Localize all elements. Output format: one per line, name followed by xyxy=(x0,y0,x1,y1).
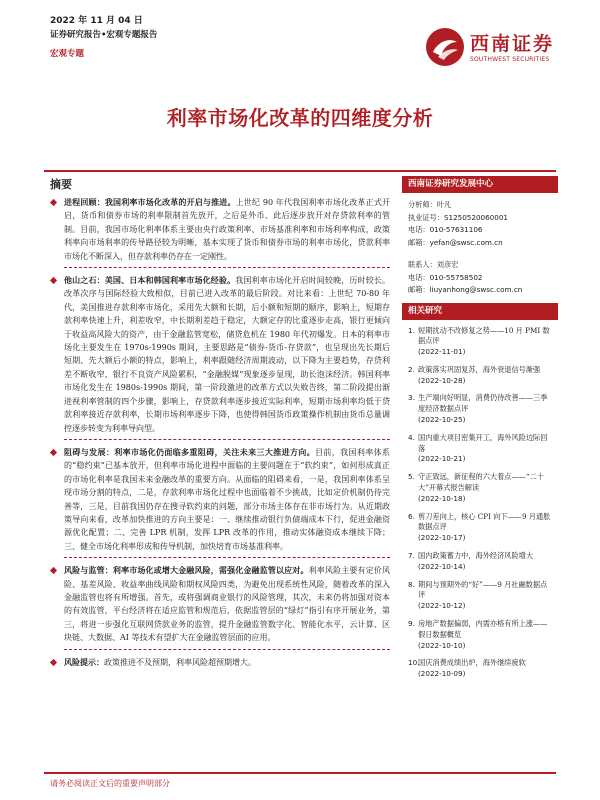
dashed-divider xyxy=(64,649,390,650)
paragraph-lead: 风险与监管：利率市场化或增大金融风险，需强化金融监管以应对。 xyxy=(64,565,309,576)
phone-label: 电话： xyxy=(408,225,430,234)
report-topic: 宏观专题 xyxy=(50,49,85,59)
related-research-item[interactable] xyxy=(408,580,554,612)
related-research-item[interactable] xyxy=(408,326,554,358)
item-date: (2022-11-01) xyxy=(418,347,466,357)
paragraph-text: 目前，我国利率体系的“稳约束”已基本放开，但利率市场化进程中面临的主要问题在于“软约束”，如何形成真正的市场化利率是我国未来金融改革的重要方向。从面临的阻碍来看，一是，我国利率体系呈现市场分割的特点，二是，存款利率市场化过程中也面临着不少挑战，比如定价机制仍待完善等，三是，目前我国仍存在搜寻软约束的问题，部分市场主体存在非市场行为。从近期政策导向来看，改革加快推进的方向主要是：一、继续推动银行负债端成本下行，促进金融资源优化配置；二、完善 LPR 机制，发挥 LPR 改革的作用，推动实体融资成本继续下降；三、健全市场化利率形成和传导机制，加快培育市场基准利率。 xyxy=(64,447,391,551)
related-research-item[interactable] xyxy=(408,512,554,544)
item-date: (2022-10-09) xyxy=(418,669,466,679)
phone-number: 010-57631106 xyxy=(429,225,483,234)
item-number: 1. xyxy=(408,325,415,335)
analyst-name: 分析师：叶凡 xyxy=(408,200,452,209)
paragraph-text: 我国利率市场化开启时间较晚，历时较长。改革次序与国际经验大致相似，目前已进入改革的最后阶段。对比来看：上世纪 70-80 年代，美国推进存款利率市场化，采用先大额和长期，后小额和短期的顺序，影响上，短期存款利率快速上升，利差收窄，中长期利差趋于稳定，大额定存的比重逐步走高，银行更倾向于收益高风险大的资产，由于金融监管宽松，储贷危机在 1980 年代初爆发。日本的利率市场化主要发生在 1970s-1990s 期间，主要思路是“债券-货币-存贷款”，也呈现出先长期后短期、先大额后小额的特点，影响上，利率跟随经济周期波动，以下降为主要趋势，存贷利差不断收窄，银行不良资产风险累积，“金融脱媒”现象逐步显现，助长泡沫经济。韩国利率市场化发生在 1980s-1990s 期间，第一阶段激进的改革方式以失败告终，第二阶段提出渐进视利率管制的四个步骤，影响上，存贷款利率逐步接近实际利率，短期市场利率均低于贷款利率接近存款利率，长期市场利率逐步下降，也使得韩国货币政策操作机制由货币总量调控逐步转变为利率导向型。 xyxy=(64,276,391,433)
paragraph-lead: 风险提示： xyxy=(64,656,104,667)
contact-email xyxy=(408,284,554,297)
phone-label: 电话： xyxy=(408,272,430,282)
item-title: 房地产数据偏弱，内需亦格有所上涨——假日数据概览 xyxy=(418,619,548,639)
abstract-paragraph xyxy=(48,564,390,644)
analyst-cert xyxy=(408,212,554,225)
sidebar xyxy=(402,176,558,693)
related-research-item[interactable] xyxy=(408,393,554,425)
item-date: (2022-10-21) xyxy=(418,454,466,464)
related-research-item[interactable] xyxy=(408,658,554,680)
item-date: (2022-10-12) xyxy=(418,601,466,611)
item-title: 短期扰动不改修复之势——10 月 PMI 数据点评 xyxy=(418,325,550,346)
diamond-bullet-icon xyxy=(50,199,57,206)
item-date: (2022-10-17) xyxy=(418,533,466,543)
phone-number: 010-55758502 xyxy=(429,272,483,282)
paragraph-text: 上世纪 90 年代我国利率市场化改革正式开启，货币和债券市场的利率限制首先放开，之后是外币、此后逐步放开对存贷款利率的管制。目前，我国市场化利率体系主要由央行政策利率、市场基准利率和市场利率构成，政策利率向市场利率的传导路径较为明晰，基本实现了货币和债券市场的利率市场化，贷款利率市场化不断深入，但存款利率仍存在一定刚性。 xyxy=(64,198,390,261)
footer-divider xyxy=(44,772,556,774)
dashed-divider xyxy=(64,267,390,268)
dashed-divider xyxy=(64,557,390,558)
abstract-body xyxy=(48,196,390,673)
contact-phone xyxy=(408,272,554,285)
dashed-divider xyxy=(64,439,390,440)
item-date: (2022-10-28) xyxy=(418,375,466,385)
paragraph-lead: 阻碍与发展：利率市场化仍面临多重阻碍，关注未来三大推进方向。 xyxy=(64,446,316,457)
item-number: 7. xyxy=(408,551,415,561)
diamond-bullet-icon xyxy=(50,659,57,666)
cert-label: 执业证号： xyxy=(408,212,444,222)
item-date: (2022-10-10) xyxy=(418,640,466,650)
email-link[interactable]: yefan@swsc.com.cn xyxy=(429,237,503,247)
related-research-list xyxy=(402,320,558,694)
related-research-item[interactable] xyxy=(408,472,554,504)
cert-number: S1250520060001 xyxy=(443,212,508,222)
logo-mark-icon xyxy=(424,26,466,68)
abstract-paragraph xyxy=(48,656,390,669)
analyst-phone xyxy=(408,224,554,237)
abstract-heading: 摘要 xyxy=(50,178,72,191)
item-title: 期间与预期外的“好”——9 月社融数据点评 xyxy=(418,579,548,600)
item-number: 8. xyxy=(408,579,415,589)
analyst-email xyxy=(408,237,554,250)
logo-name-cn: 西南证券 xyxy=(470,33,555,55)
report-category: 证券研究报告•宏观专题报告 xyxy=(50,30,158,40)
abstract-paragraph xyxy=(48,196,390,263)
item-title: 剪刀差向上，核心 CPI 向下——9 月通胀数据点评 xyxy=(418,511,551,532)
footer-disclaimer: 请务必阅读正文后的重要声明部分 xyxy=(50,779,170,788)
report-title: 利率市场化改革的四维度分析 xyxy=(166,106,434,130)
item-number: 9. xyxy=(408,619,415,629)
logo-name-en: SOUTHWEST SECURITIES xyxy=(470,56,550,63)
related-research-item[interactable] xyxy=(408,619,554,651)
related-research-item[interactable] xyxy=(408,551,554,573)
paragraph-lead: 进程回顾：我国利率市场化改革的开启与推进。 xyxy=(64,197,236,207)
email-label: 邮箱： xyxy=(408,285,430,294)
paragraph-text: 利率风险主要有定价风险、基差风险、收益率曲线风险和期权风险四类，为避免出现系统性风险，随着改革的深入金融监管也将有所增强。首先，或将强调商业银行的风险管理，其次，未来仍将加强对资本的有效监管，平台经济将在适应监管和规范后，依据监管层的“绿灯”指引有序开展业务，第三，将进一步强化互联网贷款业务的监管，提升金融监管数字化、智能化水平，云计算、区块链、大数据、AI 等技术有望扩大在金融监管层面的应用。 xyxy=(64,566,391,643)
item-number: 3. xyxy=(408,393,415,403)
item-date: (2022-10-25) xyxy=(418,415,466,425)
analyst-info xyxy=(402,193,558,303)
item-number: 2. xyxy=(408,364,415,374)
abstract-paragraph xyxy=(48,274,390,435)
company-logo xyxy=(424,26,574,72)
email-label: 邮箱： xyxy=(408,237,430,247)
related-research-item[interactable] xyxy=(408,365,554,387)
diamond-bullet-icon xyxy=(50,567,57,574)
paragraph-lead: 他山之石：美国、日本和韩国利率市场化经验。 xyxy=(64,275,236,286)
research-center-title: 西南证券研究发展中心 xyxy=(402,176,558,193)
related-research-item[interactable] xyxy=(408,433,554,465)
item-number: 5. xyxy=(408,472,415,482)
paragraph-text: 政策推进不及预期，利率风险超预期增大。 xyxy=(104,657,256,667)
item-date: (2022-10-18) xyxy=(418,493,466,503)
item-title: 国内政策蓄力中，海外经济风险增大 xyxy=(418,551,534,561)
related-research-title: 相关研究 xyxy=(402,303,558,320)
email-link[interactable]: liuyanhong@swsc.com.cn xyxy=(429,285,523,294)
item-number: 6. xyxy=(408,511,415,521)
abstract-paragraph xyxy=(48,446,390,553)
diamond-bullet-icon xyxy=(50,449,57,456)
item-number: 4. xyxy=(408,432,415,442)
contact-name: 联系人：刘彦宏 xyxy=(408,260,459,269)
item-title: 国内重大项目密集开工，海外风险边际回落 xyxy=(418,432,548,453)
item-title: 生产端向好明显，消费仍待改善——三季度经济数据点评 xyxy=(418,393,548,414)
report-date: 2022 年 11 月 04 日 xyxy=(50,16,143,26)
item-date: (2022-10-14) xyxy=(418,561,466,571)
top-divider xyxy=(44,170,556,172)
diamond-bullet-icon xyxy=(50,277,57,284)
item-number: 10. xyxy=(408,658,420,668)
item-title: 政策落实巩固复苏，海外衰退信号渐强 xyxy=(418,364,541,374)
item-title: 守正致远，新征程的六大着点——“二十大”开幕式报告解读 xyxy=(418,472,544,493)
item-title: 国庆消费成绩出炉，海外继续疲软 xyxy=(418,658,526,668)
